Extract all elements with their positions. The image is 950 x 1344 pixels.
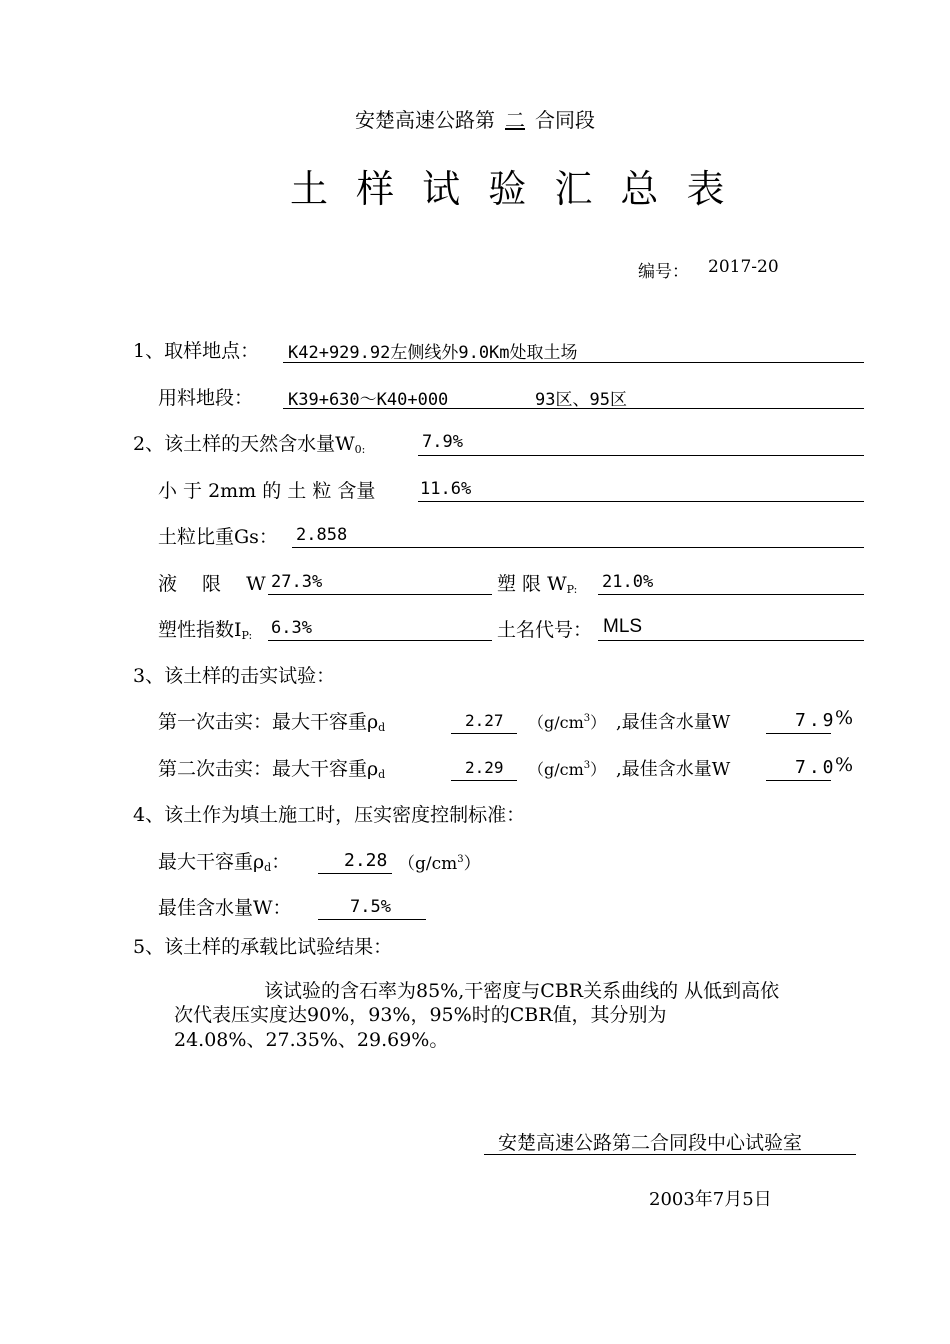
unit-text: （g/cm: [528, 760, 584, 779]
underline: [268, 594, 492, 595]
plastic-limit-label: [497, 569, 577, 596]
plasticity-index-label: [158, 615, 252, 642]
compaction-row-1-unit: [528, 710, 606, 733]
unit-text: （g/cm: [398, 854, 458, 874]
compaction-row-2-moisture-label: ,最佳含水量W: [616, 759, 731, 780]
doc-number-value: 2017-20: [708, 257, 779, 277]
doc-number-label: 编号：: [638, 262, 689, 282]
sampling-location-value: K42+929.92左侧线外9.0Km处取土场: [288, 343, 578, 363]
compaction-row-2-unit: [528, 757, 606, 780]
optimum-moisture-value: 7.5%: [350, 897, 391, 917]
natural-moisture-text: 2、该土样的天然含水量W: [133, 433, 355, 455]
underline: [318, 919, 426, 920]
compaction-standard-label: 4、该土作为填土施工时，压实密度控制标准：: [133, 804, 526, 826]
underline: [418, 501, 864, 502]
soil-code-label: 土名代号：: [497, 619, 593, 641]
page-title: 土 样 试 验 汇 总 表: [290, 167, 733, 211]
underline: [318, 873, 392, 874]
plasticity-index-sub: P:: [241, 629, 253, 642]
soil-code-value: MLS: [603, 616, 643, 637]
unit-close: ）: [590, 760, 607, 779]
plastic-limit-text: 塑 限 W: [497, 573, 567, 595]
compaction-row-1-moisture-label: ,最佳含水量W: [616, 712, 731, 733]
compaction-row-2-sub: d: [378, 768, 386, 781]
compaction-row-1-text: 第一次击实：最大干容重ρ: [158, 711, 379, 733]
report-date: 2003年7月5日: [649, 1189, 772, 1210]
underline: [418, 455, 864, 456]
cbr-result-line-1: 该试验的含石率为85%,干密度与CBR关系曲线的 从低到高依: [264, 980, 780, 1002]
underline: [598, 594, 864, 595]
underline: [766, 780, 831, 781]
compaction-row-2-moisture: 7.0: [795, 757, 837, 778]
compaction-row-1-moisture: 7.9: [795, 710, 837, 731]
cbr-result-line-3: 24.08%、27.35%、29.69%。: [174, 1029, 449, 1051]
fine-particle-label: 小 于 2mm 的 土 粒 含量: [158, 480, 376, 502]
unit-close: ）: [590, 713, 607, 732]
max-dry-density-value: 2.28: [344, 850, 388, 871]
unit-sup: 3: [583, 760, 591, 771]
underline: [484, 1154, 856, 1155]
cbr-result-label: 5、该土样的承载比试验结果：: [133, 936, 393, 958]
fine-particle-value: 11.6%: [420, 479, 472, 499]
underline: [292, 547, 864, 548]
material-section-zones: 93区、95区: [535, 390, 627, 410]
compaction-row-2-percent: %: [835, 754, 854, 776]
max-dry-density-colon: ：: [271, 851, 291, 873]
underline: [598, 640, 864, 641]
contract-number: 二: [505, 108, 525, 132]
underline: [283, 362, 864, 363]
lab-name: 安楚高速公路第二合同段中心试验室: [498, 1132, 803, 1154]
compaction-test-label: 3、该土样的击实试验：: [133, 665, 336, 687]
max-dry-density-sub: d: [264, 861, 272, 874]
compaction-row-2-label: [158, 754, 385, 781]
plasticity-index-value: 6.3%: [271, 618, 312, 638]
unit-sup: 3: [457, 854, 464, 865]
sampling-location-label: 1、取样地点：: [133, 340, 260, 362]
max-dry-density-label: [158, 847, 290, 874]
cbr-result-line-2: 次代表压实度达90%，93%，95%时的CBR值，其分别为: [174, 1004, 667, 1026]
underline: [451, 780, 517, 781]
header-line: [355, 104, 595, 133]
header-prefix: 安楚高速公路第: [355, 108, 495, 132]
underline: [268, 640, 492, 641]
compaction-row-1-label: [158, 707, 385, 734]
liquid-limit-value: 27.3%: [271, 572, 323, 592]
header-suffix: 合同段: [535, 108, 595, 132]
compaction-row-1-density: 2.27: [465, 711, 504, 730]
max-dry-density-text: 最大干容重ρ: [158, 851, 265, 873]
natural-moisture-value: 7.9%: [422, 432, 463, 452]
unit-close: ）: [463, 854, 481, 874]
natural-moisture-sub: 0:: [354, 443, 366, 456]
optimum-moisture-label: 最佳含水量W：: [158, 897, 292, 919]
plasticity-index-text: 塑性指数I: [158, 619, 242, 641]
compaction-row-1-sub: d: [378, 721, 386, 734]
underline: [283, 408, 864, 409]
unit-sup: 3: [583, 713, 591, 724]
plastic-limit-sub: P:: [566, 583, 578, 596]
specific-gravity-label: 土粒比重Gs：: [158, 526, 278, 548]
material-section-label: 用料地段：: [158, 387, 254, 409]
unit-text: （g/cm: [528, 713, 584, 732]
max-dry-density-unit: [398, 849, 481, 874]
compaction-row-2-density: 2.29: [465, 758, 504, 777]
natural-moisture-label: [133, 429, 365, 456]
liquid-limit-label: 液 限 W: [158, 573, 266, 595]
plastic-limit-value: 21.0%: [602, 572, 654, 592]
compaction-row-2-text: 第二次击实：最大干容重ρ: [158, 758, 379, 780]
underline: [766, 733, 831, 734]
material-section-range: K39+630～K40+000: [288, 390, 449, 410]
underline: [451, 733, 517, 734]
compaction-row-1-percent: %: [835, 707, 854, 729]
specific-gravity-value: 2.858: [296, 525, 348, 545]
